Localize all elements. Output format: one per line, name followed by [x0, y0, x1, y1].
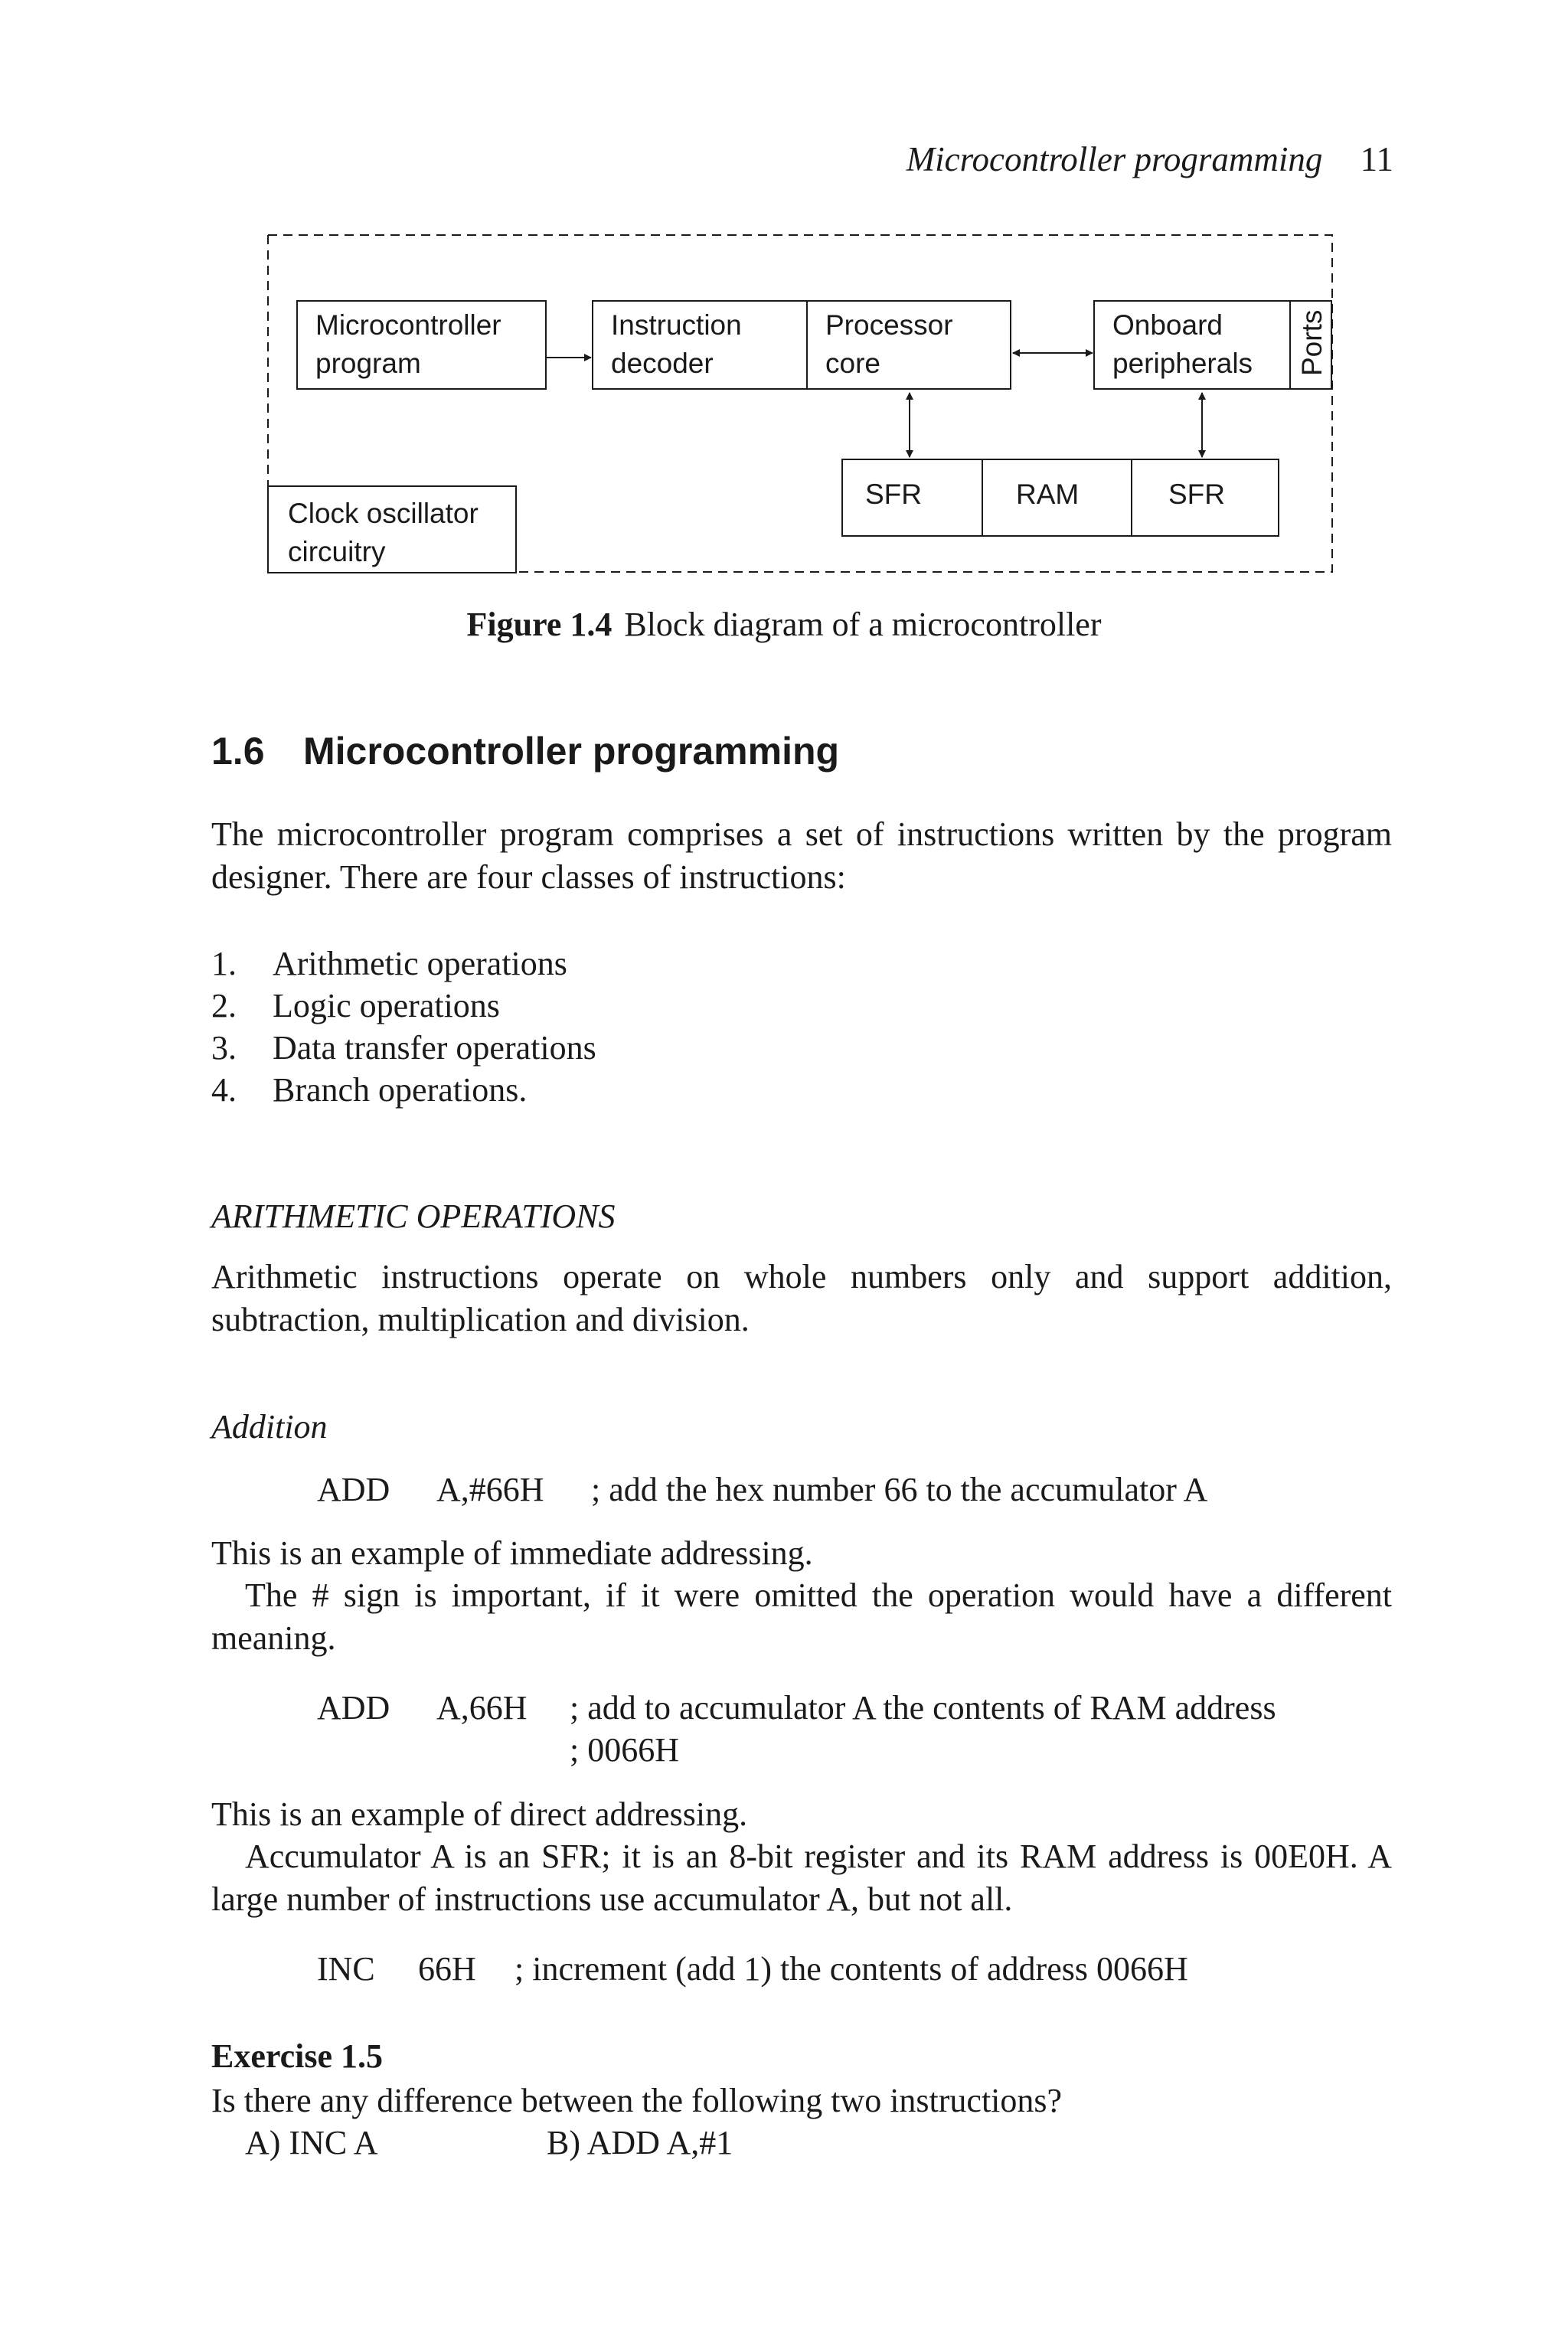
- running-head: [906, 139, 1393, 179]
- clock-label-line1: Clock oscillator: [288, 498, 479, 529]
- core-label-line1: Processor: [825, 309, 953, 341]
- program-label-line2: program: [315, 348, 421, 379]
- block-diagram: [253, 226, 1340, 590]
- peripherals-label-line2: peripherals: [1112, 348, 1253, 379]
- list-item: 4. Branch operations.: [211, 1071, 528, 1109]
- figure-caption: [0, 605, 1568, 644]
- page-number: 11: [1360, 140, 1393, 178]
- peripherals-label-line1: Onboard: [1112, 309, 1223, 341]
- immediate-addressing-text: This is an example of immediate addressing.: [211, 1534, 813, 1572]
- addition-heading: Addition: [211, 1408, 328, 1446]
- section-intro: The microcontroller program comprises a set of instructions written by the program designer. There are four classes of instructions:: [211, 815, 1392, 896]
- code-comment-continued: ; 0066H: [570, 1731, 679, 1769]
- arithmetic-heading: ARITHMETIC OPERATIONS: [211, 1197, 616, 1235]
- exercise-option-b: B) ADD A,#1: [547, 2124, 733, 2161]
- code-operand: A,#66H: [436, 1471, 544, 1508]
- code-comment: ; increment (add 1) the contents of address 0066H: [514, 1950, 1188, 1988]
- direct-addressing-text: This is an example of direct addressing.: [211, 1795, 748, 1833]
- decoder-label-line1: Instruction: [611, 309, 742, 341]
- decoder-label-line2: decoder: [611, 348, 714, 379]
- code-operand: A,66H: [436, 1689, 528, 1727]
- code-mnemonic: INC: [317, 1950, 375, 1988]
- caption-text: Block diagram of a microcontroller: [624, 606, 1102, 643]
- program-label-line1: Microcontroller: [315, 309, 501, 341]
- sfr-left-label: SFR: [865, 479, 922, 510]
- exercise-title: Exercise 1.5: [211, 2037, 384, 2075]
- code-operand: 66H: [418, 1950, 476, 1988]
- section-number: 1.6: [211, 730, 265, 773]
- list-item: 2. Logic operations: [211, 987, 500, 1024]
- code-mnemonic: ADD: [317, 1471, 390, 1508]
- code-comment: ; add the hex number 66 to the accumulator A: [591, 1471, 1208, 1508]
- list-item: 1. Arithmetic operations: [211, 945, 567, 982]
- sfr-right-label: SFR: [1168, 479, 1225, 510]
- arithmetic-intro: Arithmetic instructions operate on whole numbers only and support addition, subtraction, multiplication and division.: [211, 1258, 1392, 1338]
- caption-label: Figure 1.4: [466, 606, 612, 643]
- hash-sign-text: The # sign is important, if it were omitted the operation would have a different meaning.: [211, 1576, 1392, 1657]
- core-label-line2: core: [825, 348, 880, 379]
- list-item: 3. Data transfer operations: [211, 1029, 596, 1067]
- exercise-question: Is there any difference between the following two instructions?: [211, 2082, 1063, 2119]
- ram-label: RAM: [1016, 479, 1080, 510]
- section-heading: [211, 729, 839, 773]
- ports-label: Ports: [1296, 309, 1328, 376]
- code-comment: ; add to accumulator A the contents of RAM address: [570, 1689, 1276, 1727]
- section-title: Microcontroller programming: [303, 730, 840, 773]
- accumulator-text: Accumulator A is an SFR; it is an 8-bit register and its RAM address is 00E0H. A large number of instructions use accumulator A, but not all.: [211, 1838, 1392, 1918]
- code-mnemonic: ADD: [317, 1689, 390, 1727]
- exercise-option-a: A) INC A: [245, 2124, 378, 2161]
- running-title: Microcontroller programming: [906, 140, 1323, 178]
- clock-label-line2: circuitry: [288, 536, 386, 567]
